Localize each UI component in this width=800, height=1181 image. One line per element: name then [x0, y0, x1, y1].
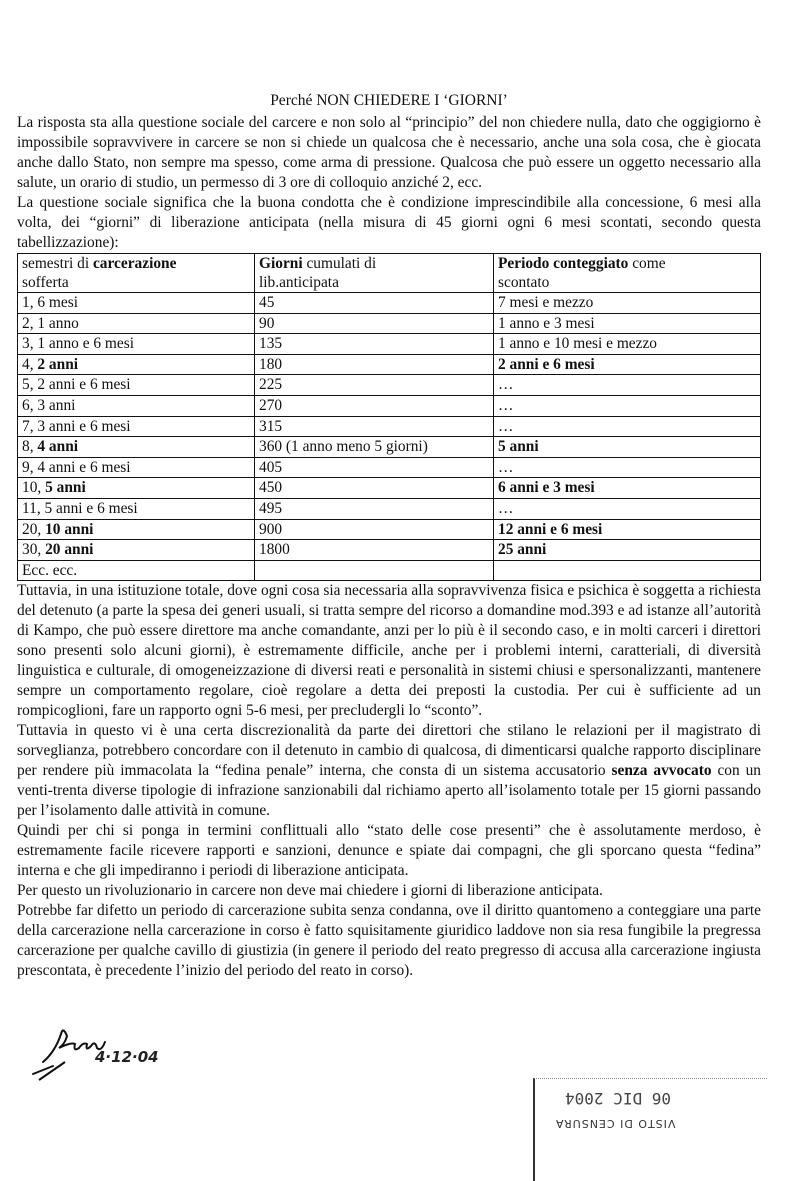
cell-giorni: 1800	[255, 540, 494, 561]
document-page	[17, 92, 761, 981]
cell-periodo: 25 anni	[494, 540, 761, 561]
liberation-table	[17, 253, 761, 581]
cell-semestri: 4, 2 anni	[18, 354, 255, 375]
table-row	[18, 498, 761, 519]
cell-semestri: 20, 10 anni	[18, 519, 255, 540]
cell-giorni: 225	[255, 375, 494, 396]
paragraph-difetto: Potrebbe far difetto un periodo di carcerazione subita senza condanna, ove il diritto quantomeno a conteggiare una parte della carcerazione nella carcerazione in corso è fatto squisitamente giuridico laddove non sia resa fungibile la pregressa carcerazione per qualche cavillo di giustizia (in genere il periodo del reato pregresso di accusa alla carcerazione ingiusta prescontata, è precedente l’inizio del periodo del reato in corso).	[17, 902, 761, 980]
cell-periodo: 1 anno e 3 mesi	[494, 313, 761, 334]
signature	[25, 1022, 285, 1152]
censorship-stamp	[533, 1078, 767, 1181]
table-row	[18, 560, 761, 581]
cell-semestri: 5, 2 anni e 6 mesi	[18, 375, 255, 396]
cell-giorni: 450	[255, 478, 494, 499]
cell-semestri: 11, 5 anni e 6 mesi	[18, 498, 255, 519]
table-row	[18, 540, 761, 561]
cell-giorni: 900	[255, 519, 494, 540]
cell-periodo: …	[494, 395, 761, 416]
cell-periodo	[494, 560, 761, 581]
cell-periodo: 12 anni e 6 mesi	[494, 519, 761, 540]
paragraph-tuttavia-1: Tuttavia, in una istituzione totale, dove ogni cosa sia necessaria alla sopravvivenza fisica e psichica è soggetta a richiesta del detenuto (a parte la spesa dei generi usuali, si tratta sempre del ricorso a domandine mod.393 e ad istanze all’autorità di Kampo, che può essere direttore ma anche comandante, anzi per lo più è il secondo caso, e in molti carceri i direttori sono presenti solo alcuni giorni), è estremamente difficile, anche per i problemi interni, caratteriali, di diversità linguistica e culturale, di omogeneizzazione di diversi reati e personalità in sistemi chiusi e spersonalizzanti, mantenere sempre un comportamento regolare, cioè regolare a detta dei preposti la custodia. Per cui è sufficiente ad un rompicoglioni, fare un rapporto ogni 5-6 mesi, per precludergli lo “sconto”.	[17, 582, 761, 720]
cell-giorni: 315	[255, 416, 494, 437]
cell-periodo: 5 anni	[494, 437, 761, 458]
cell-semestri: 8, 4 anni	[18, 437, 255, 458]
stamp-date: 06 DIC 2004	[565, 1089, 671, 1108]
header-semestri: semestri di carcerazione sofferta	[18, 254, 255, 293]
cell-periodo: …	[494, 498, 761, 519]
bold-senza-avvocato: senza avvocato	[611, 762, 712, 780]
cell-semestri: 6, 3 anni	[18, 395, 255, 416]
cell-semestri: 2, 1 anno	[18, 313, 255, 334]
table-row	[18, 416, 761, 437]
paragraph-rivoluzionario: Per questo un rivoluzionario in carcere non deve mai chiedere i giorni di liberazione anticipata.	[17, 882, 603, 900]
cell-periodo: …	[494, 457, 761, 478]
table-row	[18, 293, 761, 314]
cell-giorni: 270	[255, 395, 494, 416]
table-row	[18, 313, 761, 334]
cell-periodo: 7 mesi e mezzo	[494, 293, 761, 314]
cell-periodo: 1 anno e 10 mesi e mezzo	[494, 334, 761, 355]
page-title: Perché NON CHIEDERE I ‘GIORNI’	[270, 92, 508, 109]
cell-semestri: 30, 20 anni	[18, 540, 255, 561]
cell-semestri: 10, 5 anni	[18, 478, 255, 499]
table-row	[18, 519, 761, 540]
cell-periodo: 2 anni e 6 mesi	[494, 354, 761, 375]
table-row	[18, 457, 761, 478]
cell-giorni: 405	[255, 457, 494, 478]
cell-giorni: 135	[255, 334, 494, 355]
table-row	[18, 334, 761, 355]
table-header-row	[18, 254, 761, 293]
table-row	[18, 375, 761, 396]
cell-semestri: 7, 3 anni e 6 mesi	[18, 416, 255, 437]
table-row	[18, 354, 761, 375]
cell-semestri: 3, 1 anno e 6 mesi	[18, 334, 255, 355]
cell-giorni	[255, 560, 494, 581]
table-row	[18, 395, 761, 416]
paragraph-tuttavia-2: Tuttavia in questo vi è una certa discrezionalità da parte dei direttori che stilano le relazioni per il magistrato di sorveglianza, potrebbero concordare con il detenuto in cambio di qualcosa, di dimenticarsi qualche rapporto disciplinare per rendere più immacolata la “fedina penale” interna, che consta di un sistema accusatorio senza avvocato con un venti-trenta diverse tipologie di infrazione sanzionabili dal richiamo aperto all’isolamento totale per 15 giorni passando per l’isolamento dalle attività in comune.	[17, 722, 761, 820]
table-row	[18, 437, 761, 458]
cell-semestri: Ecc. ecc.	[18, 560, 255, 581]
header-periodo: Periodo conteggiato come scontato	[494, 254, 761, 293]
table-body	[18, 293, 761, 581]
cell-giorni: 495	[255, 498, 494, 519]
paragraph-intro: La risposta sta alla questione sociale del carcere e non solo al “principio” del non chiedere nulla, dato che oggigiorno è impossibile sopravvivere in carcere se non si chiede un qualcosa che è necessario, anche una sola cosa, che è giocata anche dallo Stato, non sempre ma spesso, come arma di pressione. Qualcosa che può essere un oggetto necessario alla salute, un orario di studio, un permesso di 3 ore di colloquio anziché 2, ecc.	[17, 114, 761, 191]
cell-semestri: 1, 6 mesi	[18, 293, 255, 314]
cell-periodo: …	[494, 375, 761, 396]
signature-date: 4·12·04	[95, 1048, 159, 1066]
table-row	[18, 478, 761, 499]
cell-periodo: 6 anni e 3 mesi	[494, 478, 761, 499]
cell-giorni: 180	[255, 354, 494, 375]
cell-giorni: 45	[255, 293, 494, 314]
cell-semestri: 9, 4 anni e 6 mesi	[18, 457, 255, 478]
paragraph-quindi: Quindi per chi si ponga in termini conflittuali allo “stato delle cose presenti” che è assolutamente merdoso, è estremamente facile ricevere rapporti e sanzioni, denunce e spiate dai compagni, che gli sporcano questa “fedina” interna e che gli impediranno i periodi di liberazione anticipata.	[17, 822, 761, 880]
cell-giorni: 90	[255, 313, 494, 334]
paragraph-condotta: La questione sociale significa che la buona condotta che è condizione imprescindibile alla concessione, 6 mesi alla volta, dei “giorni” di liberazione anticipata (nella misura di 45 giorni ogni 6 mesi scontati, secondo questa tabellizzazione):	[17, 194, 761, 251]
header-giorni: Giorni cumulati di lib.anticipata	[255, 254, 494, 293]
cell-periodo: …	[494, 416, 761, 437]
cell-giorni: 360 (1 anno meno 5 giorni)	[255, 437, 494, 458]
stamp-label: VISTO DI CENSURA	[555, 1117, 676, 1130]
